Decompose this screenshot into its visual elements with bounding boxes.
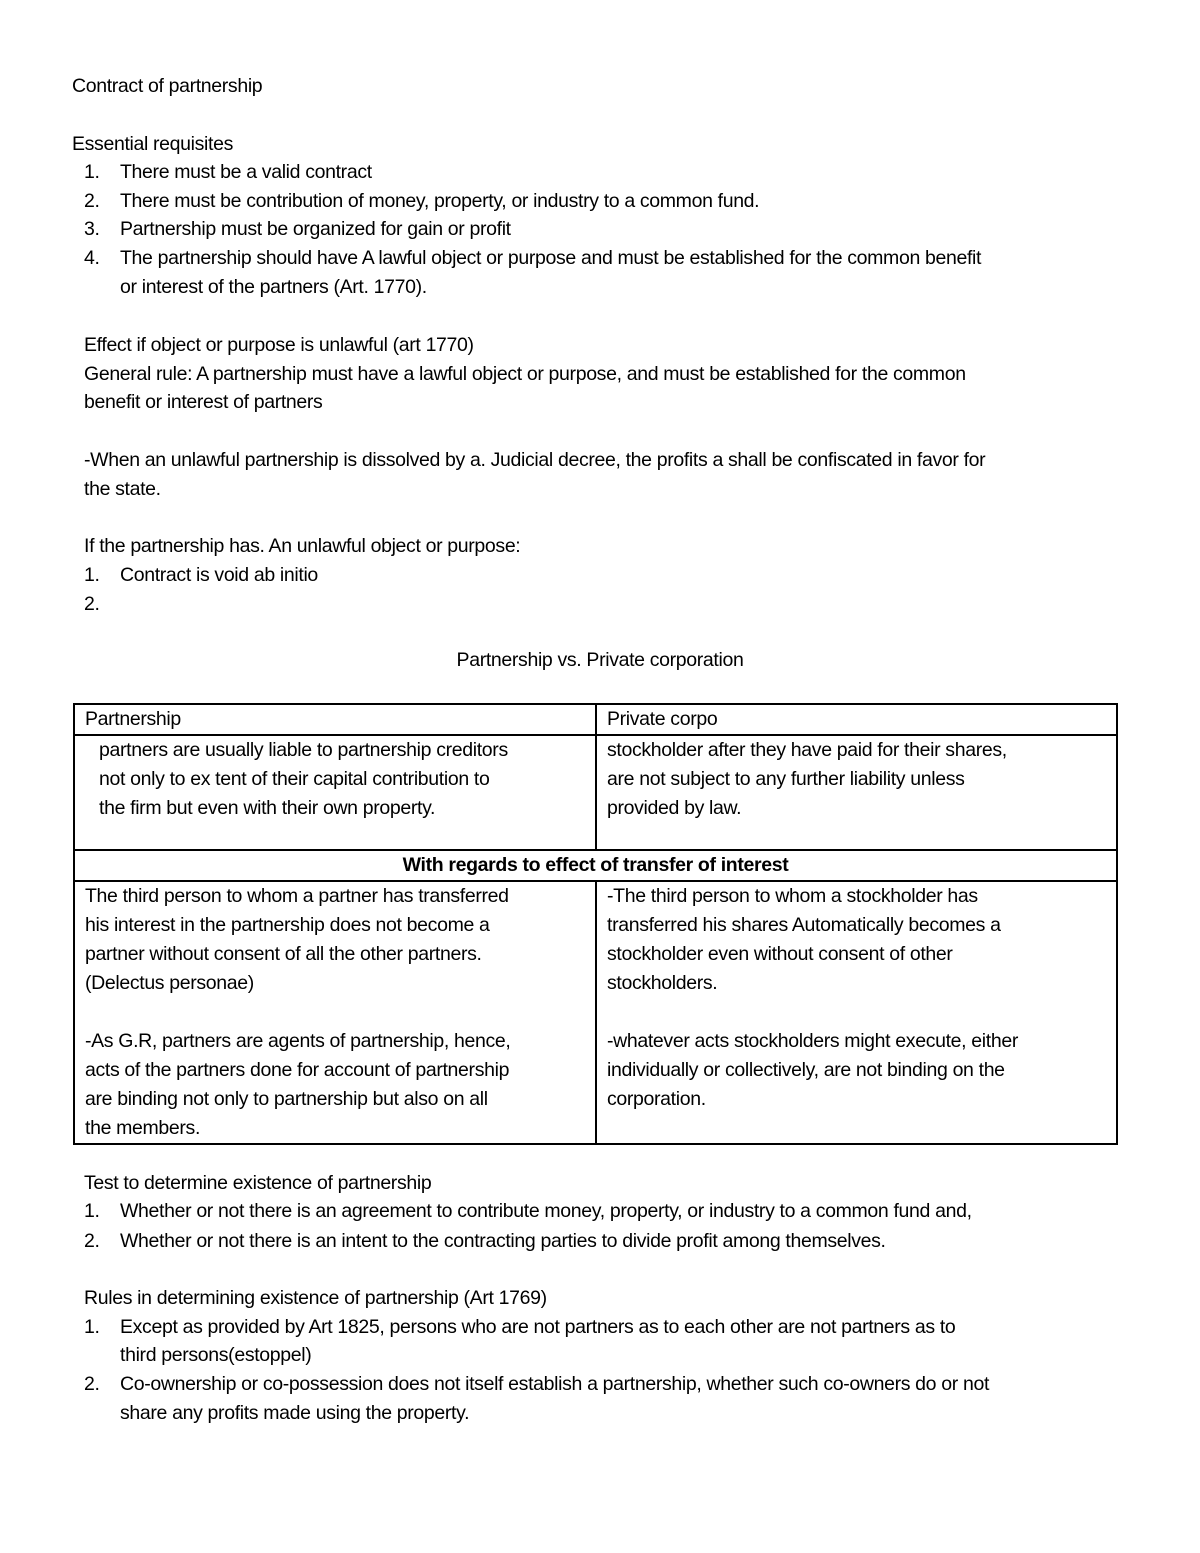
cell-corpo-liability: stockholder after they have paid for their shares, are not subject to any further liability unless provided by law. <box>596 735 1117 850</box>
cell-partnership-liability: partners are usually liable to partnership creditors not only to ex tent of their capital contribution to the firm but even with their own property. <box>74 735 596 850</box>
header-partnership: Partnership <box>74 704 596 735</box>
requisites-heading: Essential requisites <box>72 133 233 155</box>
list-number: 1. <box>84 564 100 586</box>
list-item: Whether or not there is an intent to the contracting parties to divide profit among themselves. <box>120 1230 886 1252</box>
test-heading: Test to determine existence of partnership <box>84 1172 432 1194</box>
list-number: 2. <box>84 1373 100 1395</box>
list-item: Except as provided by Art 1825, persons who are not partners as to each other are not partners as to <box>120 1316 956 1338</box>
dissolution-note: -When an unlawful partnership is dissolved by a. Judicial decree, the profits a shall be confiscated in favor for <box>84 449 986 471</box>
list-number: 3. <box>84 218 100 240</box>
section-transfer-of-interest: With regards to effect of transfer of interest <box>74 850 1117 881</box>
list-item: The partnership should have A lawful object or purpose and must be established for the common benefit <box>120 247 982 269</box>
header-private-corpo: Private corpo <box>596 704 1117 735</box>
list-item-continued: share any profits made using the property. <box>120 1402 470 1424</box>
list-number: 1. <box>84 161 100 183</box>
dissolution-note-cont: the state. <box>84 478 161 500</box>
general-rule-cont: benefit or interest of partners <box>84 391 323 413</box>
list-number: 1. <box>84 1316 100 1338</box>
comparison-table <box>73 703 1118 1145</box>
list-item: There must be contribution of money, property, or industry to a common fund. <box>120 190 760 212</box>
comparison-title: Partnership vs. Private corporation <box>456 649 744 671</box>
list-number: 1. <box>84 1200 100 1222</box>
list-item: Partnership must be organized for gain or profit <box>120 218 511 240</box>
list-item: Whether or not there is an agreement to contribute money, property, or industry to a common fund and, <box>120 1200 972 1222</box>
general-rule: General rule: A partnership must have a lawful object or purpose, and must be established for the common <box>84 363 966 385</box>
unlawful-heading: If the partnership has. An unlawful object or purpose: <box>84 535 521 557</box>
list-number: 2. <box>84 190 100 212</box>
list-item: Contract is void ab initio <box>120 564 318 586</box>
cell-corpo-transfer: -The third person to whom a stockholder has transferred his shares Automatically becomes a stockholder even without consent of other stockholders. -whatever acts stockholders might execute, either individually or collectively, are not binding on the corporation. <box>596 881 1117 1144</box>
list-number: 2. <box>84 1230 100 1252</box>
list-item: Co-ownership or co-possession does not itself establish a partnership, whether such co-owners do or not <box>120 1373 990 1395</box>
list-item: There must be a valid contract <box>120 161 372 183</box>
effect-heading: Effect if object or purpose is unlawful (art 1770) <box>84 334 474 356</box>
cell-partnership-transfer: The third person to whom a partner has transferred his interest in the partnership does not become a partner without consent of all the other partners. (Delectus personae) -As G.R, partners are agents of partnership, hence, acts of the partners done for account of partnership are binding not only to partnership but also on all the members. <box>74 881 596 1144</box>
rules-heading: Rules in determining existence of partnership (Art 1769) <box>84 1287 547 1309</box>
document-title: Contract of partnership <box>72 75 263 97</box>
list-item-continued: or interest of the partners (Art. 1770). <box>120 276 427 298</box>
list-number: 2. <box>84 593 100 615</box>
list-number: 4. <box>84 247 100 269</box>
list-item-continued: third persons(estoppel) <box>120 1344 312 1366</box>
